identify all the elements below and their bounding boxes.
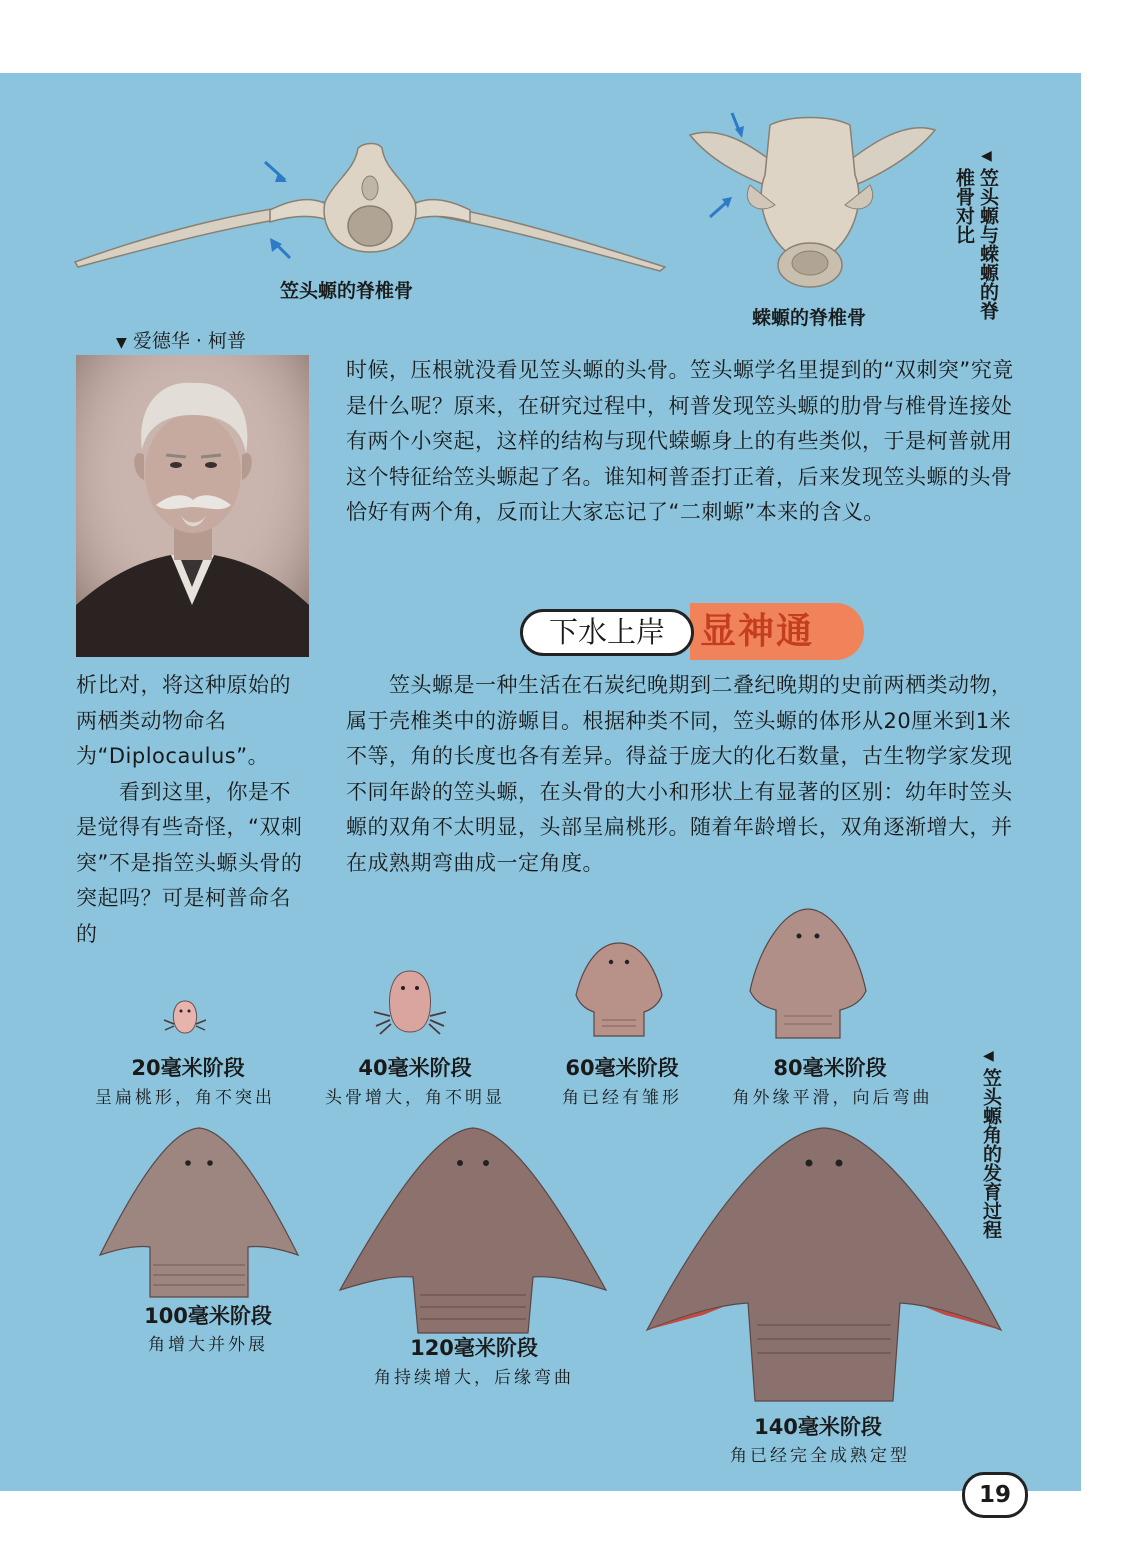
- horn-development-side-caption: 笠头螈角的发育过程: [980, 1068, 1002, 1239]
- diplocaulus-vertebra-caption: 笠头螈的脊椎骨: [280, 280, 414, 302]
- stage-80mm-illustration: [748, 906, 868, 1042]
- section-header-left: 下水上岸: [520, 609, 694, 656]
- caption-pointer-icon: ◀: [983, 1048, 994, 1064]
- diplocaulus-vertebra-illustration: [70, 140, 670, 280]
- stage-80mm-label: 80毫米阶段: [773, 1056, 887, 1080]
- right-column-paragraph: [346, 353, 1026, 531]
- salamander-vertebra-caption: 蝾螈的脊椎骨: [752, 307, 867, 329]
- stage-120mm-description: 角持续增大，后缘弯曲: [374, 1368, 574, 1388]
- stage-80mm-description: 角外缘平滑，向后弯曲: [732, 1088, 933, 1108]
- stage-140mm-illustration: [645, 1125, 1003, 1403]
- stage-60mm-label: 60毫米阶段: [565, 1056, 679, 1080]
- portrait-caption-text: 爱德华 · 柯普: [132, 330, 246, 352]
- stage-140mm-description: 角已经完全成熟定型: [730, 1446, 910, 1466]
- vertebra-comparison-side-caption: 笠头螈与蝾螈的脊椎骨对比: [953, 168, 999, 320]
- stage-40mm-label: 40毫米阶段: [358, 1056, 472, 1080]
- stage-40mm-illustration: [370, 968, 450, 1040]
- caption-pointer-icon: ▼: [116, 335, 127, 351]
- portrait-photo: [76, 355, 309, 657]
- page-number: 19: [962, 1472, 1028, 1518]
- stage-120mm-illustration: [338, 1125, 608, 1335]
- stage-20mm-illustration: [160, 998, 210, 1038]
- portrait-caption: [116, 326, 246, 353]
- stage-140mm-label: 140毫米阶段: [754, 1415, 882, 1439]
- left-paragraph-1: 析比对，将这种原始的两栖类动物命名为“Diplocaulus”。: [76, 673, 291, 768]
- salamander-vertebra-illustration: [680, 105, 945, 300]
- section-header: [520, 603, 865, 660]
- section-paragraph: [346, 668, 1026, 881]
- stage-60mm-illustration: [572, 940, 666, 1040]
- right-paragraph-text: 时候，压根就没看见笠头螈的头骨。笠头螈学名里提到的“双刺突”究竟是什么呢？原来，在研究过程中，柯普发现笠头螈的肋骨与椎骨连接处有两个小突起，这样的结构与现代蝾螈身上的有些类似，于是柯普就用这个特征给笠头螈起了名。谁知柯普歪打正着，后来发现笠头螈的头骨恰好有两个角，反而让大家忘记了“二刺螈”本来的含义。: [346, 358, 1014, 524]
- left-column-text: [76, 668, 304, 952]
- stage-100mm-description: 角增大并外展: [148, 1335, 268, 1355]
- left-paragraph-2: 看到这里，你是不是觉得有些奇怪，“双刺突”不是指笠头螈头骨的突起吗？可是柯普命名的: [76, 779, 303, 946]
- stage-60mm-description: 角已经有雏形: [562, 1088, 682, 1108]
- caption-pointer-icon: ◀: [981, 148, 992, 164]
- section-header-title: 显神通: [700, 611, 815, 652]
- section-paragraph-text: 笠头螈是一种生活在石炭纪晚期到二叠纪晚期的史前两栖类动物，属于壳椎类中的游螈目。根据种类不同，笠头螈的体形从20厘米到1米不等，角的长度也各有差异。得益于庞大的化石数量，古生物学家发现不同年龄的笠头螈，在头骨的大小和形状上有显著的区别：幼年时笠头螈的双角不太明显，头部呈扁桃形。随着年龄增长，双角逐渐增大，并在成熟期弯曲成一定角度。: [346, 673, 1013, 875]
- stage-100mm-illustration: [98, 1125, 300, 1300]
- stage-100mm-label: 100毫米阶段: [144, 1304, 272, 1328]
- stage-120mm-label: 120毫米阶段: [410, 1336, 538, 1360]
- stage-40mm-description: 头骨增大，角不明显: [325, 1088, 505, 1108]
- stage-20mm-description: 呈扁桃形，角不突出: [95, 1088, 275, 1108]
- stage-20mm-label: 20毫米阶段: [131, 1056, 245, 1080]
